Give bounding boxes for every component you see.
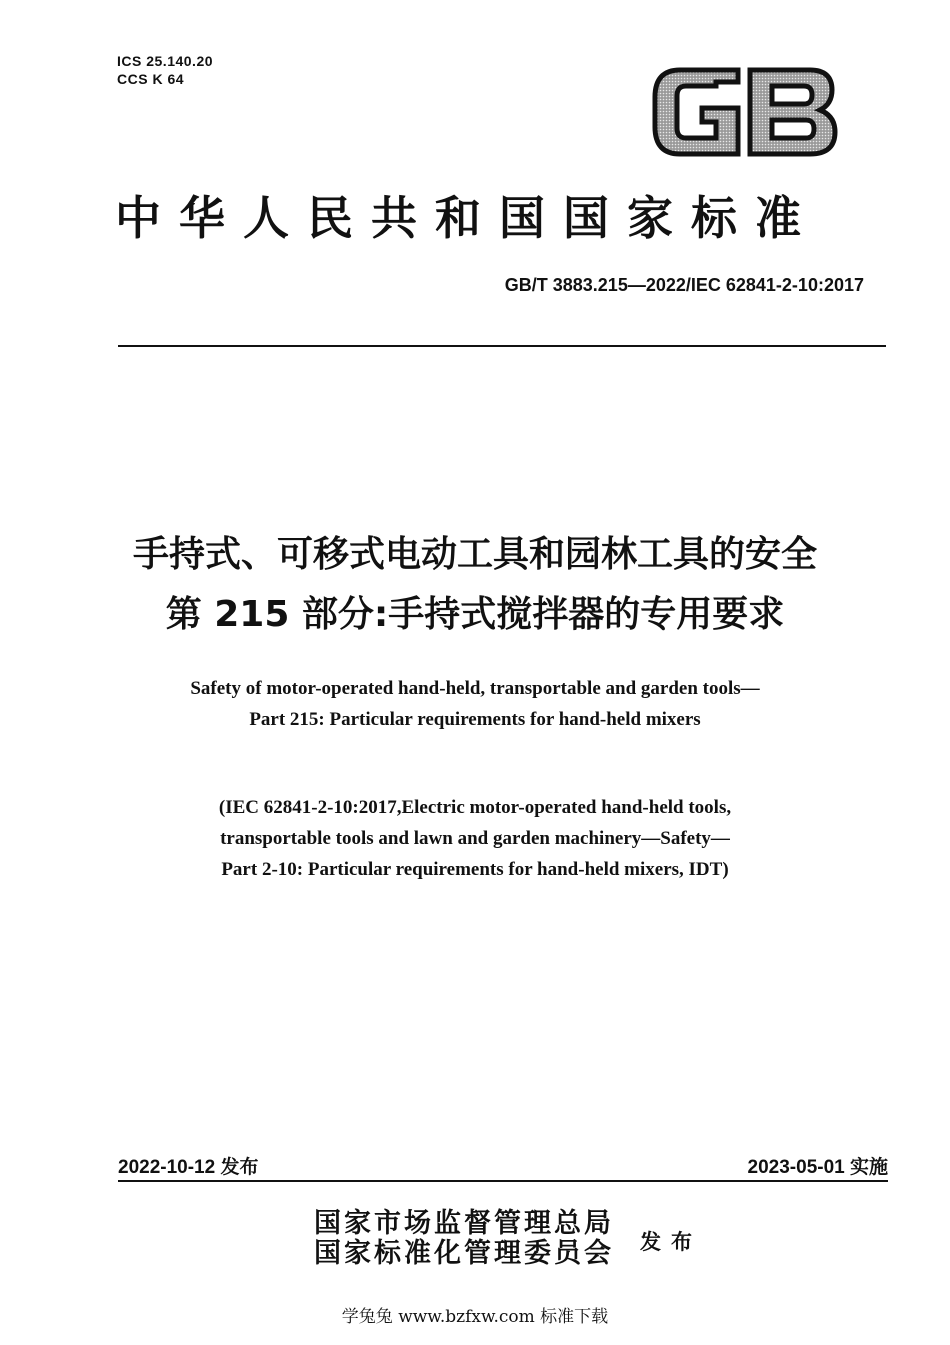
header-divider (118, 345, 886, 347)
english-title-line2: Part 215: Particular requirements for hand-held mixers (249, 709, 701, 730)
publish-date: 2022-10-12 发布 (118, 1157, 259, 1178)
chinese-title-line2: 第 215 部分:手持式搅拌器的专用要求 (165, 594, 785, 635)
ccs-code: CCS K 64 (117, 71, 185, 87)
iec-reference-line3: Part 2-10: Particular requirements for hand-held mixers, IDT) (221, 859, 729, 880)
iec-reference-line1: (IEC 62841-2-10:2017,Electric motor-operated hand-held tools, (218, 797, 732, 818)
issuing-authorities (314, 1209, 614, 1269)
standard-number: GB/T 3883.215—2022/IEC 62841-2-10:2017 (504, 275, 864, 295)
footer-watermark: 学兔兔 www.bzfxw.com 标准下载 (341, 1307, 609, 1327)
footer-divider (118, 1180, 888, 1182)
gb-logo-icon (650, 62, 840, 162)
implement-date: 2023-05-01 实施 (747, 1157, 888, 1178)
issue-label: 发布 (640, 1229, 702, 1254)
national-standard-heading: 中华人民共和国国家标准 (115, 191, 819, 245)
chinese-title-line1: 手持式、可移式电动工具和园林工具的安全 (132, 534, 817, 575)
issuer-sac: 国家标准化管理委员会 (314, 1238, 614, 1269)
issuer-samr: 国家市场监督管理总局 (314, 1208, 614, 1239)
ics-code: ICS 25.140.20 (117, 53, 214, 69)
classification-codes (117, 52, 213, 88)
iec-reference-line2: transportable tools and lawn and garden machinery—Safety— (220, 828, 730, 849)
english-title-line1: Safety of motor-operated hand-held, transportable and garden tools— (190, 678, 760, 699)
